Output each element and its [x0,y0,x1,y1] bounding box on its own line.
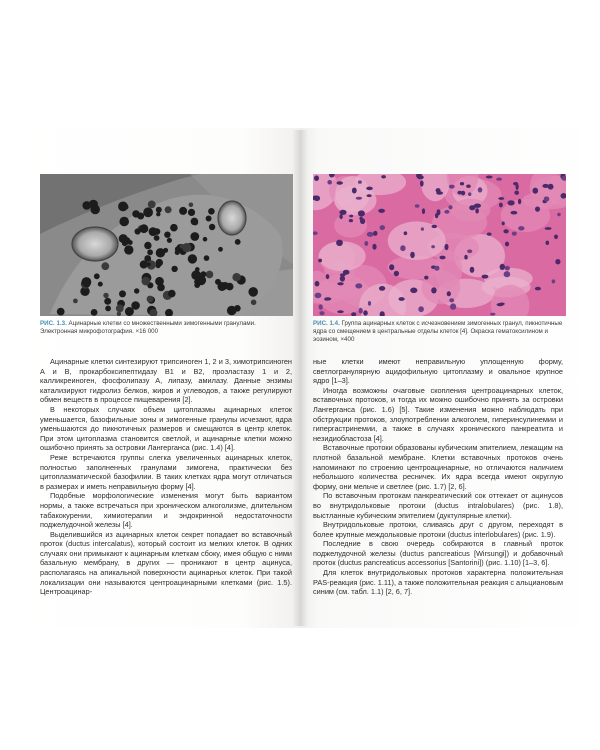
cell-nucleus [355,283,362,288]
zymogen-granule [94,273,100,279]
figure-number: РИС. 1.3. [40,320,67,327]
cell-nucleus [363,310,368,315]
zymogen-granule [209,224,215,230]
cell-nucleus [381,175,386,178]
zymogen-granule [206,271,214,279]
zymogen-granule [156,259,163,266]
zymogen-granule [140,224,149,233]
cell-nucleus [367,232,374,237]
paragraph: В некоторых случаях объем цитоплазмы ацинарных клеток уменьшается, базофильные зоны и зимогенные гранулы исчезают, ядра уменьшаются до пикнотичных размеров и смещаются в центр клеток. При этом цитоплазма становится светлой, и ацинарные клетки можно ошибочно принять за островки Лангерганса (рис. 1.4) [4]. [40,404,292,453]
cell-nucleus [399,297,405,301]
cell-nucleus [544,196,550,201]
cell-nucleus [337,310,344,313]
zymogen-granule [193,220,199,226]
acinar-cell [451,199,491,222]
figure-caption-left [40,320,293,336]
zymogen-granule [251,300,257,306]
zymogen-granule [134,288,139,293]
cell-nucleus [487,233,492,236]
cell-nucleus [431,245,435,248]
cell-nucleus [352,188,357,194]
zymogen-granule [235,239,241,245]
cell-nucleus [467,249,472,253]
zymogen-granule [132,210,139,217]
cell-nucleus [518,199,521,205]
cell-nucleus [548,184,554,190]
cell-nucleus [404,231,408,235]
cell-nucleus [535,287,541,291]
cell-nucleus [339,210,346,215]
cell-nucleus [327,180,332,185]
cell-nucleus [415,204,420,207]
zymogen-granule [196,275,206,285]
cell-nucleus [380,225,385,230]
cell-nucleus [339,214,342,219]
zymogen-granule [124,205,129,210]
zymogen-granule [147,296,154,303]
cell-nucleus [447,291,451,296]
cell-nucleus [478,187,483,192]
zymogen-granule [232,273,240,281]
zymogen-granule [116,305,124,313]
figure-caption-right [313,320,566,344]
cell-nucleus [336,240,343,246]
cell-nucleus [508,200,515,205]
histology-micrograph-image [313,174,566,316]
zymogen-granule [195,267,200,272]
zymogen-granule [144,242,151,249]
acinar-cell [388,221,446,260]
electron-micrograph-image [40,174,293,316]
zymogen-granule [103,293,108,298]
zymogen-granule [164,232,170,238]
cell-nucleus [417,175,424,179]
cell-nucleus [457,191,462,195]
zymogen-granule [208,208,215,215]
zymogen-granule [226,283,234,291]
cell-nucleus [557,213,561,216]
cell-nucleus [496,178,502,181]
cell-nucleus [439,256,445,260]
zymogen-granule [119,234,128,243]
cell-nucleus [418,306,424,312]
cell-nucleus [356,197,362,200]
zymogen-granule [82,201,91,210]
figure-caption-text: Группа ацинарных клеток с исчезновением зимогенных гранул, пикнотичные ядра со смещением в центральные отделы клеток [4]. Окраска гематоксилином и эозином, ×400 [313,320,563,343]
cell-nucleus [432,225,438,228]
cell-nucleus [500,264,505,270]
zymogen-granule [170,224,178,232]
cell-nucleus [552,279,556,283]
cell-nucleus [400,245,405,251]
cell-nucleus [349,219,353,222]
paragraph: Ацинарные клетки синтезируют трипсиноген 1, 2 и 3, химотрипсиноген А и В, прокарбоксипептидазу B1 и B2, проэластазу 1 и 2, калликреиноген, фосфолипазу А, липазу, амилазу. Данные энзимы катализируют гидролиз белков, жиров и углеводов, а также регулируют обмен веществ в процессе пищеварения [2]. [40,357,292,405]
cell-nucleus [505,266,510,271]
zymogen-granule [147,249,153,255]
zymogen-granule [182,243,191,252]
cell-nucleus [546,241,550,245]
cell-nucleus [499,203,503,208]
paragraph: Иногда возможны очаговые скопления центроацинарных клеток, вставочных протоков, и тогда их можно ошибочно принять за островки Лангерганса (рис. 1.6) [5]. Такие изменения можно наблюдать при обструкции протоков, злоупотреблении алкоголем, гиперинсулинемии и гипергастринемии, а также в случаях хронического панкреатита и незидиобластоза [4]. [313,385,563,443]
zymogen-granule [142,277,151,286]
cell-nucleus [349,215,353,218]
zymogen-granule [189,203,194,208]
paragraph: Последние в свою очередь собираются в главный проток поджелудочной железы (ductus pancreaticus [Wirsungi]) и добавочный проток (ductus pancreaticus accessorius [Santorini]) (рис. 1.10) [1–3, 6]. [313,539,563,568]
paragraph: Подобные морфологические изменения могут быть вариантом нормы, а также встречаться при хроническом алкоголизме, длительном табакокурении, химиотерапии и эндокринной недостаточности поджелудочной железы [4]. [40,491,292,530]
zymogen-granule [206,216,212,222]
zymogen-granule [167,238,172,243]
zymogen-granule [179,207,187,215]
cell-nucleus [505,242,509,247]
zymogen-granule [98,282,103,287]
cell-nucleus [490,313,495,316]
cell-nucleus [318,259,322,263]
zymogen-granule [156,212,160,216]
cell-nucleus [449,298,454,302]
cell-nucleus [319,311,324,315]
paragraph: Для клеток внутридольковых протоков характерна положительная PAS-реакция (рис. 1.11), а также положительная реакция с альциановым синим (см. табл. 1.1) [2, 6, 7]. [313,568,563,597]
figure-number: РИС. 1.4. [313,320,340,327]
cell-nucleus [367,194,372,197]
cell-nucleus [410,288,417,294]
right-page-text [313,357,563,597]
acinar-cell [319,241,366,271]
zymogen-granule [188,254,197,263]
cell-nucleus [435,213,438,218]
zymogen-granule [248,287,258,297]
zymogen-granule [105,306,111,312]
cell-nucleus [448,205,452,209]
cell-nucleus [364,241,368,246]
cell-nucleus [378,209,385,213]
zymogen-granule [104,298,111,305]
cell-nucleus [542,184,548,188]
cell-nucleus [499,303,505,306]
cell-nucleus [535,207,540,212]
cell-nucleus [436,188,441,193]
cell-nucleus [533,188,539,194]
electron-micrograph [40,174,293,316]
zymogen-granule [165,206,172,213]
cell-nucleus [420,180,424,186]
zymogen-granule [148,201,156,209]
zymogen-granule [175,250,180,255]
gutter-shadow [292,130,308,626]
zymogen-granule [101,262,109,270]
zymogen-granule [218,282,227,291]
histology-micrograph [313,174,566,316]
cell-nucleus [460,182,464,185]
cell-nucleus [337,181,343,185]
cell-nucleus [394,271,399,276]
zymogen-granule [218,247,223,252]
figure-caption-text: Ацинарные клетки со множественными зимогенными гранулами. Электронная микрофотография. ×16 000 [40,320,256,335]
cell-nucleus [514,191,519,195]
zymogen-granule [143,207,153,217]
zymogen-granule [82,277,92,287]
zymogen-granule [73,299,78,304]
cell-nucleus [315,281,320,287]
cell-nucleus [389,264,394,270]
cell-nucleus [498,197,504,200]
cell-nucleus [468,192,471,196]
cell-nucleus [464,255,467,260]
acinar-cell [421,271,460,305]
cell-nucleus [511,211,518,215]
cell-nucleus [337,282,343,285]
zymogen-granule [190,232,199,241]
cell-nucleus [314,175,319,181]
cell-nucleus [504,271,511,277]
cell-nucleus [422,208,425,214]
left-page-text [40,357,292,597]
cell-nucleus [340,276,345,282]
cell-nucleus [315,293,322,299]
zymogen-granule [203,237,208,242]
cell-nucleus [343,270,350,275]
zymogen-granule [156,248,165,257]
cell-nucleus [358,180,362,183]
zymogen-granule [125,307,134,316]
zymogen-granule [188,209,195,216]
zymogen-granule [124,245,133,254]
zymogen-granule [57,308,65,316]
cell-nucleus [358,210,365,216]
cell-nucleus [503,229,508,233]
zymogen-granule [119,217,129,227]
cell-nucleus [421,227,424,230]
cell-nucleus [486,176,493,179]
cell-nucleus [554,235,558,240]
cell-nucleus [545,227,552,230]
cell-nucleus [326,274,330,279]
cell-nucleus [324,297,331,300]
zymogen-granule [204,255,210,261]
cell-nucleus [474,204,481,208]
paragraph: Выделившийся из ацинарных клеток секрет попадает во вставочный проток (ductus intercalatus), который состоит из мелких клеток. В одних случаях они примыкают к ацинарным клеткам сбоку, имея общую с ними базальную мембрану, в других — проникают в центр ацинуса, располагаясь на апикальной поверхности ацинарных клеток. При такой локализации они называются центроацинарными клетками (рис. 1.5). Центроацинар- [40,529,292,597]
zymogen-granule [154,235,160,241]
cell-nucleus [450,303,456,309]
paragraph: Реже встречаются группы слегка увеличенных ацинарных клеток, полностью заполненных гранулами зимогена, практически без цитоплазматической базофилии. В таких клетках ядра могут отличаться в размерах и иметь неправильную форму [4]. [40,452,292,491]
zymogen-granule [156,207,162,213]
cell-nucleus [368,301,371,306]
cell-nucleus [470,267,475,273]
cell-nucleus [475,208,479,213]
zymogen-granule [119,290,126,297]
paragraph: Внутридольковые протоки, сливаясь друг с другом, переходят в более крупные междольковые протоки (ductus interlobulares) (рис. 1.9). [313,520,563,539]
cell-nucleus [379,286,385,291]
cell-nucleus [366,187,373,191]
cell-nucleus [319,304,323,310]
cell-nucleus [512,232,517,236]
cell-nucleus [373,231,377,236]
cell-nucleus [359,217,362,220]
cell-nucleus [372,244,376,250]
paragraph: ные клетки имеют неправильную уплощенную форму, светлогранулярную ацидофильную цитоплазму и овальное крупное ядро [1–3]. [313,357,563,386]
zymogen-granule [234,305,241,312]
cell-nucleus [518,226,524,230]
zymogen-granule [171,266,177,272]
cell-nucleus [434,266,439,271]
zymogen-granule [117,312,121,316]
zymogen-granule [135,228,141,234]
cell-nucleus [555,259,560,264]
cell-nucleus [516,184,519,190]
zymogen-granule [91,309,98,316]
cell-nucleus [410,252,415,258]
cell-nucleus [466,185,471,188]
cell-nucleus [482,275,489,279]
zymogen-granule [168,290,176,298]
cell-nucleus [444,210,449,214]
cell-nucleus [359,308,363,314]
cell-nucleus [445,244,449,250]
cell-nucleus [449,185,455,189]
cell-nucleus [502,222,505,226]
zymogen-granule [146,262,150,266]
paragraph: По вставочным протокам панкреатический сок оттекает от ацинусов во внутридольковые протоки (ductus intralobulares) (рис. 1.8), выстланные кубическим эпителием (дуктулярные клетки). [313,491,563,520]
zymogen-granule [149,227,158,236]
zymogen-granule [157,284,165,292]
cell-nucleus [431,287,436,293]
cell-nucleus [424,276,428,280]
paragraph: Вставочные протоки образованы кубическим эпителием, лежащим на плотной базальной мембране. Клетки вставочных протоков очень напоминают по строению центроацинарные, но отличаются наличием небольшого количества ресничек. Их ядра всегда имеют округлую форму, они мельче и светлее (рис. 1.7) [2, 6]. [313,443,563,491]
